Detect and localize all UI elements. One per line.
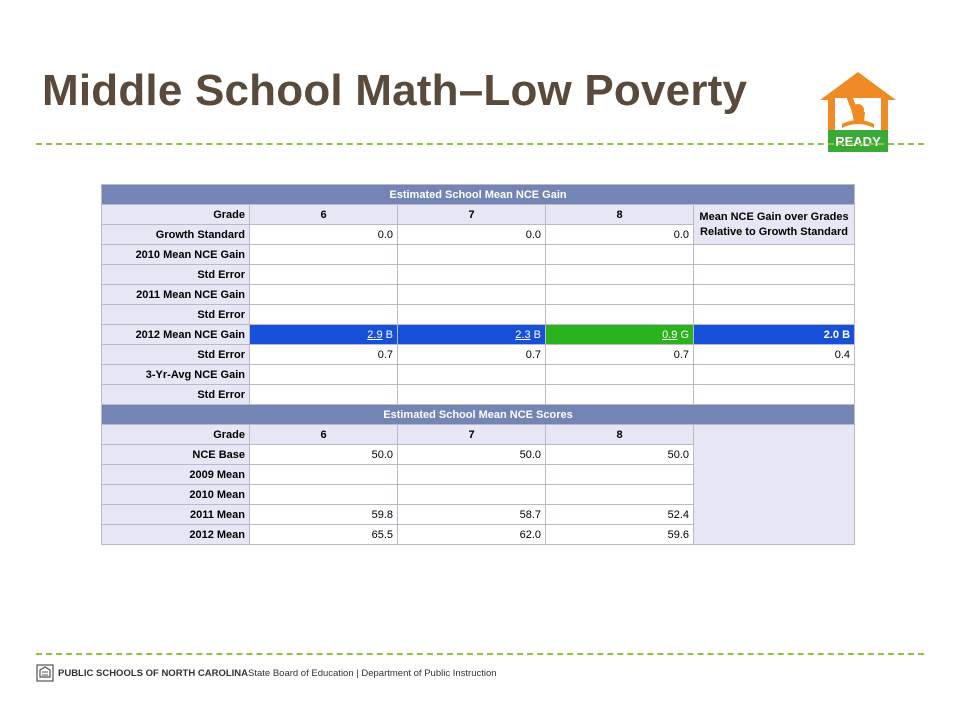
- blank-side-cell: [694, 425, 855, 545]
- table-cell: [694, 305, 855, 325]
- table-cell: [398, 385, 546, 405]
- table-cell: 0.0: [398, 225, 546, 245]
- column-header-grade-8: 8: [546, 425, 694, 445]
- column-header-grade-7: 7: [398, 425, 546, 445]
- nce-table: [101, 184, 855, 545]
- gain-level: G: [680, 328, 689, 341]
- column-header-mean-gain: Mean NCE Gain over Grades Relative to Growth Standard: [694, 205, 855, 245]
- table-cell: 59.8: [250, 505, 398, 525]
- row-label: 2010 Mean: [102, 485, 250, 505]
- table-cell: [398, 465, 546, 485]
- logo-text: READY: [835, 134, 881, 149]
- footer-sub: State Board of Education | Department of Public Instruction: [248, 667, 497, 679]
- table-cell: [398, 265, 546, 285]
- table-cell: [694, 265, 855, 285]
- column-header-grade-8: 8: [546, 205, 694, 225]
- table-cell: [694, 385, 855, 405]
- row-label: NCE Base: [102, 445, 250, 465]
- table-cell: 50.0: [546, 445, 694, 465]
- table-cell: [398, 365, 546, 385]
- table-cell: [398, 305, 546, 325]
- table-cell: 62.0: [398, 525, 546, 545]
- gain-cell-grade-7: [398, 325, 546, 345]
- table-cell: [694, 285, 855, 305]
- table-cell: [398, 485, 546, 505]
- divider-bottom: [36, 653, 924, 655]
- table-cell: [250, 305, 398, 325]
- table-cell: [250, 245, 398, 265]
- table-cell: 65.5: [250, 525, 398, 545]
- table-cell: [546, 245, 694, 265]
- column-header-grade: Grade: [102, 205, 250, 225]
- table-cell: [398, 245, 546, 265]
- table-cell: [250, 385, 398, 405]
- column-header-grade-7: 7: [398, 205, 546, 225]
- row-label: Std Error: [102, 305, 250, 325]
- row-label: 2010 Mean NCE Gain: [102, 245, 250, 265]
- gain-cell-grade-8: [546, 325, 694, 345]
- table-cell: [546, 385, 694, 405]
- row-label: Growth Standard: [102, 225, 250, 245]
- column-header-grade-6: 6: [250, 205, 398, 225]
- table-cell: 0.0: [546, 225, 694, 245]
- gain-link-grade-6[interactable]: 2.9: [367, 328, 383, 341]
- column-header-grade: Grade: [102, 425, 250, 445]
- scores-section-header: Estimated School Mean NCE Scores: [102, 405, 855, 425]
- row-label: Std Error: [102, 265, 250, 285]
- table-cell: [250, 285, 398, 305]
- table-cell: 0.7: [250, 345, 398, 365]
- gain-section-header: Estimated School Mean NCE Gain: [102, 185, 855, 205]
- table-cell: 0.0: [250, 225, 398, 245]
- table-cell: 50.0: [398, 445, 546, 465]
- table-cell: [546, 265, 694, 285]
- gain-cell-mean: 2.0 B: [694, 325, 855, 345]
- gain-link-grade-7[interactable]: 2.3: [515, 328, 531, 341]
- footer: [36, 662, 497, 684]
- table-cell: 0.7: [398, 345, 546, 365]
- gain-link-grade-8[interactable]: 0.9: [662, 328, 678, 341]
- row-label: 2011 Mean: [102, 505, 250, 525]
- gain-cell-grade-6: [250, 325, 398, 345]
- table-cell: [250, 365, 398, 385]
- divider-top: [36, 143, 924, 145]
- table-cell: [694, 365, 855, 385]
- table-cell: [250, 265, 398, 285]
- table-cell: 0.7: [546, 345, 694, 365]
- column-header-grade-6: 6: [250, 425, 398, 445]
- table-cell: [546, 285, 694, 305]
- gain-level: B: [385, 328, 393, 341]
- gain-level: B: [533, 328, 541, 341]
- footer-org: PUBLIC SCHOOLS OF NORTH CAROLINA: [58, 667, 248, 679]
- row-label: Std Error: [102, 385, 250, 405]
- row-label: 3-Yr-Avg NCE Gain: [102, 365, 250, 385]
- page-title: Middle School Math–Low Poverty: [42, 66, 748, 115]
- table-cell: 58.7: [398, 505, 546, 525]
- table-cell: [546, 485, 694, 505]
- row-label: 2012 Mean: [102, 525, 250, 545]
- table-cell: [250, 465, 398, 485]
- row-label: Std Error: [102, 345, 250, 365]
- table-cell: 52.4: [546, 505, 694, 525]
- table-cell: [546, 465, 694, 485]
- table-cell: [694, 245, 855, 265]
- table-cell: [250, 485, 398, 505]
- row-label: 2012 Mean NCE Gain: [102, 325, 250, 345]
- table-cell: [546, 365, 694, 385]
- table-cell: 59.6: [546, 525, 694, 545]
- row-label: 2011 Mean NCE Gain: [102, 285, 250, 305]
- row-label: 2009 Mean: [102, 465, 250, 485]
- nc-seal-icon: [36, 664, 54, 682]
- table-cell: 50.0: [250, 445, 398, 465]
- table-cell: 0.4: [694, 345, 855, 365]
- table-cell: [398, 285, 546, 305]
- table-cell: [546, 305, 694, 325]
